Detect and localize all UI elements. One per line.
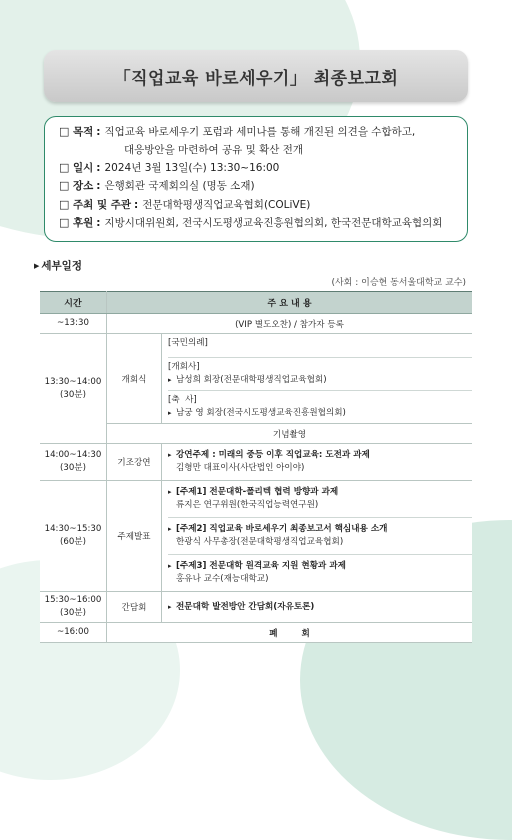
time-cell: ~16:00: [40, 623, 107, 643]
time-cell: ~13:30: [40, 314, 107, 334]
section-heading: ▶ 세부일정: [34, 260, 82, 272]
info-value-continued: 대응방안을 마련하여 공유 및 확산 전개: [124, 143, 303, 156]
table-row: [40, 623, 472, 643]
info-label: 후원: [73, 217, 94, 229]
category-cell: 주제발표: [107, 481, 162, 592]
content-cell: ▸ 전문대학 발전방안 간담회(자유토론): [162, 592, 473, 623]
info-host: [59, 196, 455, 215]
table-row: [40, 592, 472, 623]
info-label: 목적: [73, 126, 94, 138]
info-sponsor: [59, 214, 455, 233]
time-cell: 15:30~16:00 (30분): [40, 592, 107, 623]
checkbox-square-icon: □: [59, 125, 70, 138]
category-cell: 간담회: [107, 592, 162, 623]
colon: :: [96, 217, 101, 229]
content-cell: (VIP 별도오찬) / 참가자 등록: [107, 314, 473, 334]
table-header-row: [40, 292, 472, 314]
colon: :: [96, 126, 101, 138]
content-cell: [162, 481, 473, 592]
content-cell: 폐 회: [107, 623, 473, 643]
list-item: [국민의례]: [168, 334, 472, 358]
colon: :: [96, 180, 101, 192]
content-cell: [162, 334, 473, 424]
time-cell: 13:30~14:00 (30분): [40, 334, 107, 444]
info-place: [59, 177, 455, 196]
info-value: 전문대학평생직업교육협회(COLiVE): [142, 198, 311, 211]
table-row: [40, 444, 472, 481]
content-cell: 기념촬영: [107, 424, 473, 444]
list-item: ▸ [주제2] 직업교육 바로세우기 최종보고서 핵심내용 소개 한광식 사무총장(전문대학평생직업교육협회): [168, 518, 472, 555]
info-date: [59, 159, 455, 178]
time-cell: 14:00~14:30 (30분): [40, 444, 107, 481]
info-label: 주최 및 주관: [73, 198, 132, 211]
info-value: 은행회관 국제회의실 (명동 소재): [104, 180, 255, 192]
table-row: [40, 481, 472, 592]
moderator-note: (사회 : 이승현 동서울대학교 교수): [331, 278, 466, 288]
page-title: 「직업교육 바로세우기」 최종보고회: [113, 68, 399, 89]
info-value: 직업교육 바로세우기 포럼과 세미나를 통해 개진된 의견을 수합하고,: [104, 126, 416, 138]
info-label: 일시: [73, 161, 94, 174]
category-cell: 기조강연: [107, 444, 162, 481]
column-header-content: 주 요 내 용: [107, 292, 473, 314]
checkbox-square-icon: □: [59, 179, 70, 192]
info-value: 지방시대위원회, 전국시도평생교육진흥원협의회, 한국전문대학교육협의회: [104, 217, 443, 229]
list-item: [개회사] ▸ 남성희 회장(전문대학평생직업교육협회): [168, 358, 472, 391]
title-banner: [44, 50, 468, 102]
event-info-box: [44, 116, 468, 242]
schedule-table: [40, 291, 472, 643]
list-item: ▸ [주제3] 전문대학 원격교육 지원 현황과 과제 홍유나 교수(재능대학교): [168, 555, 472, 591]
table-row: [40, 334, 472, 424]
table-row: [40, 314, 472, 334]
colon: :: [134, 198, 139, 211]
info-value: 2024년 3월 13일(수) 13:30~16:00: [104, 161, 280, 174]
time-cell: 14:30~15:30 (60분): [40, 481, 107, 592]
checkbox-square-icon: □: [59, 216, 70, 229]
list-item: [축 사] ▸ 남궁 영 회장(전국시도평생교육진흥원협의회): [168, 391, 472, 423]
content-cell: ▸ 강연주제 : 미래의 중등 이후 직업교육: 도전과 과제 김형만 대표이사(사단법인 아이야): [162, 444, 473, 481]
triangle-bullet-icon: ▶: [34, 262, 40, 270]
info-label: 장소: [73, 180, 94, 192]
checkbox-square-icon: □: [59, 197, 70, 211]
colon: :: [96, 161, 101, 174]
info-purpose: [59, 123, 455, 142]
column-header-time: 시간: [40, 292, 107, 314]
category-cell: 개회식: [107, 334, 162, 424]
checkbox-square-icon: □: [59, 160, 70, 174]
list-item: ▸ [주제1] 전문대학-폴리텍 협력 방향과 과제 류지은 연구위원(한국직업능력연구원): [168, 481, 472, 518]
